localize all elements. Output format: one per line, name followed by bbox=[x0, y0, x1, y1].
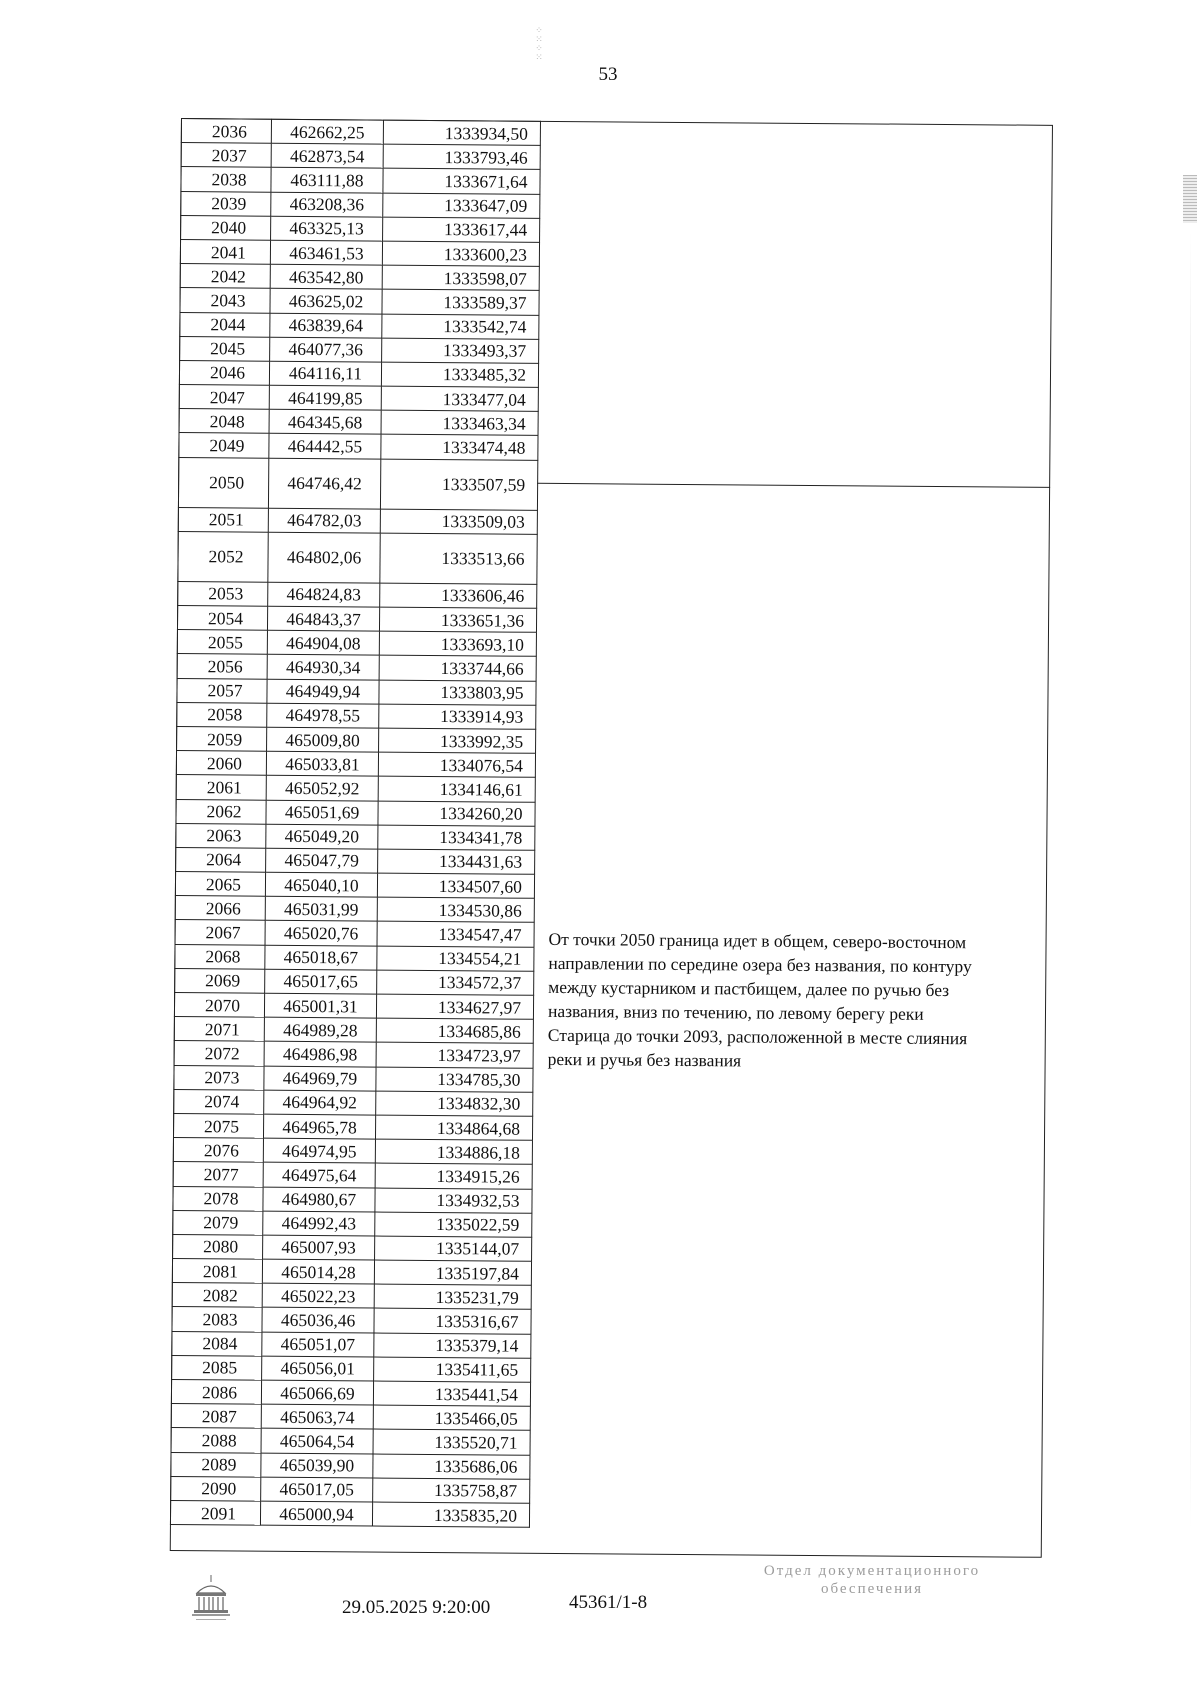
y-coordinate-cell: 1333485,32 bbox=[381, 362, 538, 387]
y-coordinate-cell: 1334260,20 bbox=[378, 801, 535, 826]
point-number-cell: 2082 bbox=[172, 1283, 262, 1308]
x-coordinate-cell: 464975,64 bbox=[263, 1162, 375, 1187]
y-coordinate-cell: 1333606,46 bbox=[380, 583, 537, 608]
y-coordinate-cell: 1335411,65 bbox=[374, 1357, 531, 1382]
point-number-cell: 2038 bbox=[181, 167, 271, 192]
x-coordinate-cell: 462662,25 bbox=[271, 119, 383, 144]
y-coordinate-cell: 1333493,37 bbox=[382, 338, 539, 363]
x-coordinate-cell: 465022,23 bbox=[262, 1283, 374, 1308]
table-row bbox=[180, 288, 539, 315]
point-number-cell: 2055 bbox=[177, 630, 267, 655]
table-row bbox=[176, 799, 535, 826]
point-number-cell: 2084 bbox=[172, 1331, 262, 1356]
point-number-cell: 2057 bbox=[177, 678, 267, 703]
x-coordinate-cell: 464980,67 bbox=[263, 1187, 375, 1212]
y-coordinate-cell: 1333509,03 bbox=[380, 509, 537, 534]
table-row bbox=[174, 1065, 533, 1092]
table-row bbox=[179, 433, 538, 460]
point-number-cell: 2089 bbox=[171, 1452, 261, 1477]
table-row bbox=[176, 775, 535, 802]
page-number: 53 bbox=[598, 64, 618, 85]
y-coordinate-cell: 1335466,05 bbox=[373, 1405, 530, 1430]
y-coordinate-cell: 1334076,54 bbox=[378, 752, 535, 777]
point-number-cell: 2069 bbox=[175, 968, 265, 993]
table-row bbox=[175, 872, 534, 899]
point-number-cell: 2044 bbox=[180, 312, 270, 337]
table-row bbox=[176, 751, 535, 778]
x-coordinate-cell: 465040,10 bbox=[265, 872, 377, 897]
y-coordinate-cell: 1335686,06 bbox=[373, 1454, 530, 1479]
x-coordinate-cell: 465000,94 bbox=[260, 1501, 372, 1526]
x-coordinate-cell: 465051,07 bbox=[262, 1332, 374, 1357]
point-number-cell: 2062 bbox=[176, 799, 266, 824]
x-coordinate-cell: 464782,03 bbox=[268, 508, 380, 533]
y-coordinate-cell: 1333600,23 bbox=[382, 241, 539, 266]
table-row bbox=[175, 968, 534, 995]
x-coordinate-cell: 464077,36 bbox=[270, 337, 382, 362]
description-line: названия, вниз по течению, по левому берегу реки bbox=[547, 1000, 924, 1024]
x-coordinate-cell: 464978,55 bbox=[267, 703, 379, 728]
y-coordinate-cell: 1334341,78 bbox=[378, 825, 535, 850]
table-row bbox=[175, 944, 534, 971]
x-coordinate-cell: 465014,28 bbox=[262, 1259, 374, 1284]
table-row bbox=[174, 1017, 533, 1044]
x-coordinate-cell: 463542,80 bbox=[270, 264, 382, 289]
point-number-cell: 2039 bbox=[181, 191, 271, 216]
point-number-cell: 2081 bbox=[172, 1259, 262, 1284]
x-coordinate-cell: 465009,80 bbox=[267, 727, 379, 752]
x-coordinate-cell: 465031,99 bbox=[265, 896, 377, 921]
y-coordinate-cell: 1335022,59 bbox=[375, 1212, 532, 1237]
y-coordinate-cell: 1333693,10 bbox=[379, 631, 536, 656]
y-coordinate-cell: 1335379,14 bbox=[374, 1333, 531, 1358]
scan-edge-line bbox=[1190, 230, 1191, 1530]
table-row bbox=[178, 457, 537, 510]
x-coordinate-cell: 464345,68 bbox=[269, 409, 381, 434]
table-row bbox=[174, 1089, 533, 1116]
description-line: От точки 2050 граница идет в общем, северо-восточном bbox=[548, 928, 967, 953]
footer-datetime: 29.05.2025 9:20:00 bbox=[342, 1597, 491, 1618]
boundary-table-frame bbox=[170, 118, 1053, 1558]
table-row bbox=[177, 726, 536, 753]
table-row bbox=[181, 215, 540, 242]
y-coordinate-cell: 1333671,64 bbox=[383, 168, 540, 193]
table-row bbox=[178, 531, 537, 584]
point-number-cell: 2045 bbox=[180, 336, 270, 361]
y-coordinate-cell: 1333507,59 bbox=[380, 459, 537, 510]
y-coordinate-cell: 1333589,37 bbox=[382, 289, 539, 314]
point-number-cell: 2037 bbox=[181, 143, 271, 168]
x-coordinate-cell: 465063,74 bbox=[261, 1404, 373, 1429]
table-row bbox=[176, 823, 535, 850]
x-coordinate-cell: 464986,98 bbox=[264, 1042, 376, 1067]
table-row bbox=[171, 1452, 530, 1479]
table-row bbox=[181, 167, 540, 194]
y-coordinate-cell: 1334864,68 bbox=[375, 1115, 532, 1140]
y-coordinate-cell: 1334547,47 bbox=[377, 922, 534, 947]
point-number-cell: 2079 bbox=[173, 1210, 263, 1235]
y-coordinate-cell: 1334832,30 bbox=[376, 1091, 533, 1116]
x-coordinate-cell: 465033,81 bbox=[266, 751, 378, 776]
table-row bbox=[173, 1138, 532, 1165]
point-number-cell: 2049 bbox=[179, 433, 269, 458]
stamp-line: обеспечения bbox=[820, 1581, 924, 1597]
x-coordinate-cell: 464746,42 bbox=[268, 458, 380, 509]
table-row bbox=[171, 1404, 530, 1431]
table-row bbox=[177, 630, 536, 657]
point-number-cell: 2071 bbox=[174, 1017, 264, 1042]
y-coordinate-cell: 1334507,60 bbox=[377, 873, 534, 898]
x-coordinate-cell: 464199,85 bbox=[269, 385, 381, 410]
table-row bbox=[172, 1331, 531, 1358]
point-number-cell: 2063 bbox=[176, 823, 266, 848]
point-number-cell: 2074 bbox=[174, 1089, 264, 1114]
y-coordinate-cell: 1334785,30 bbox=[376, 1067, 533, 1092]
y-coordinate-cell: 1334572,37 bbox=[377, 970, 534, 995]
x-coordinate-cell: 465049,20 bbox=[266, 824, 378, 849]
x-coordinate-cell: 464904,08 bbox=[267, 630, 379, 655]
point-number-cell: 2050 bbox=[178, 457, 268, 508]
point-number-cell: 2075 bbox=[173, 1113, 263, 1138]
point-number-cell: 2058 bbox=[177, 702, 267, 727]
y-coordinate-cell: 1333617,44 bbox=[383, 217, 540, 242]
table-row bbox=[172, 1259, 531, 1286]
y-coordinate-cell: 1335316,67 bbox=[374, 1308, 531, 1333]
table-row bbox=[171, 1428, 530, 1455]
x-coordinate-cell: 464802,06 bbox=[268, 532, 380, 583]
x-coordinate-cell: 465047,79 bbox=[266, 848, 378, 873]
y-coordinate-cell: 1333651,36 bbox=[379, 607, 536, 632]
table-row bbox=[181, 143, 540, 170]
point-number-cell: 2036 bbox=[181, 119, 271, 144]
x-coordinate-cell: 464964,92 bbox=[264, 1090, 376, 1115]
x-coordinate-cell: 465020,76 bbox=[265, 921, 377, 946]
building-emblem-icon bbox=[188, 1573, 234, 1625]
table-row bbox=[175, 920, 534, 947]
y-coordinate-cell: 1334627,97 bbox=[376, 994, 533, 1019]
table-row bbox=[179, 385, 538, 412]
table-row bbox=[178, 581, 537, 608]
table-row bbox=[172, 1307, 531, 1334]
table-row bbox=[180, 312, 539, 339]
table-row bbox=[180, 264, 539, 291]
table-row bbox=[177, 702, 536, 729]
point-number-cell: 2068 bbox=[175, 944, 265, 969]
y-coordinate-cell: 1333914,93 bbox=[379, 704, 536, 729]
table-row bbox=[177, 654, 536, 681]
point-number-cell: 2042 bbox=[180, 264, 270, 289]
table-row bbox=[173, 1210, 532, 1237]
y-coordinate-cell: 1333744,66 bbox=[379, 655, 536, 680]
point-number-cell: 2043 bbox=[180, 288, 270, 313]
y-coordinate-cell: 1335144,07 bbox=[375, 1236, 532, 1261]
point-number-cell: 2056 bbox=[177, 654, 267, 679]
description-line: реки и ручья без названия bbox=[547, 1048, 742, 1071]
y-coordinate-cell: 1333463,34 bbox=[381, 410, 538, 435]
table-row bbox=[177, 678, 536, 705]
stamp-line: Отдел документационного bbox=[763, 1563, 981, 1579]
point-number-cell: 2083 bbox=[172, 1307, 262, 1332]
x-coordinate-cell: 465056,01 bbox=[262, 1356, 374, 1381]
point-number-cell: 2073 bbox=[174, 1065, 264, 1090]
y-coordinate-cell: 1334431,63 bbox=[378, 849, 535, 874]
point-number-cell: 2070 bbox=[174, 992, 264, 1017]
point-number-cell: 2040 bbox=[181, 215, 271, 240]
y-coordinate-cell: 1334886,18 bbox=[375, 1139, 532, 1164]
x-coordinate-cell: 465051,69 bbox=[266, 800, 378, 825]
x-coordinate-cell: 464843,37 bbox=[267, 606, 379, 631]
y-coordinate-cell: 1333542,74 bbox=[382, 314, 539, 339]
table-row bbox=[171, 1476, 530, 1503]
x-coordinate-cell: 464965,78 bbox=[263, 1114, 375, 1139]
table-row bbox=[174, 1041, 533, 1068]
point-number-cell: 2088 bbox=[171, 1428, 261, 1453]
boundary-description bbox=[548, 927, 1037, 1075]
y-coordinate-cell: 1333474,48 bbox=[381, 435, 538, 460]
y-coordinate-cell: 1335835,20 bbox=[372, 1502, 529, 1527]
x-coordinate-cell: 462873,54 bbox=[271, 143, 383, 168]
x-coordinate-cell: 463111,88 bbox=[271, 168, 383, 193]
point-number-cell: 2080 bbox=[173, 1234, 263, 1259]
point-number-cell: 2066 bbox=[175, 896, 265, 921]
table-row bbox=[176, 847, 535, 874]
table-row bbox=[179, 409, 538, 436]
x-coordinate-cell: 465017,05 bbox=[261, 1477, 373, 1502]
x-coordinate-cell: 464969,79 bbox=[264, 1066, 376, 1091]
table-row bbox=[181, 119, 540, 146]
x-coordinate-cell: 465052,92 bbox=[266, 776, 378, 801]
table-row bbox=[174, 992, 533, 1019]
y-coordinate-cell: 1334554,21 bbox=[377, 946, 534, 971]
x-coordinate-cell: 465001,31 bbox=[264, 993, 376, 1018]
department-stamp bbox=[712, 1562, 1032, 1598]
y-coordinate-cell: 1333934,50 bbox=[383, 120, 540, 145]
scan-artifact-mark: ⁘ ⁙ ⁘ ⁙ bbox=[535, 25, 543, 62]
point-number-cell: 2046 bbox=[179, 360, 269, 385]
table-row bbox=[170, 1500, 529, 1527]
table-row bbox=[179, 360, 538, 387]
y-coordinate-cell: 1333598,07 bbox=[382, 265, 539, 290]
x-coordinate-cell: 464974,95 bbox=[263, 1138, 375, 1163]
table-row bbox=[172, 1283, 531, 1310]
point-number-cell: 2087 bbox=[171, 1404, 261, 1429]
table-row bbox=[175, 896, 534, 923]
point-number-cell: 2047 bbox=[179, 385, 269, 410]
x-coordinate-cell: 464992,43 bbox=[263, 1211, 375, 1236]
y-coordinate-cell: 1335758,87 bbox=[373, 1478, 530, 1503]
description-line: Старица до точки 2093, расположенной в месте слияния bbox=[547, 1024, 968, 1049]
point-number-cell: 2065 bbox=[175, 872, 265, 897]
footer-document-code: 45361/1-8 bbox=[569, 1592, 648, 1613]
y-coordinate-cell: 1333803,95 bbox=[379, 680, 536, 705]
coordinates-table bbox=[170, 118, 541, 1528]
y-coordinate-cell: 1333477,04 bbox=[381, 386, 538, 411]
y-coordinate-cell: 1334723,97 bbox=[376, 1042, 533, 1067]
point-number-cell: 2077 bbox=[173, 1162, 263, 1187]
x-coordinate-cell: 464116,11 bbox=[269, 361, 381, 386]
x-coordinate-cell: 464442,55 bbox=[269, 434, 381, 459]
y-coordinate-cell: 1335231,79 bbox=[374, 1284, 531, 1309]
description-line: между кустарником и пастбищем, далее по ручью без bbox=[548, 976, 950, 1001]
y-coordinate-cell: 1333793,46 bbox=[383, 144, 540, 169]
x-coordinate-cell: 463625,02 bbox=[270, 289, 382, 314]
table-row bbox=[180, 336, 539, 363]
point-number-cell: 2067 bbox=[175, 920, 265, 945]
y-coordinate-cell: 1334915,26 bbox=[375, 1163, 532, 1188]
x-coordinate-cell: 465039,90 bbox=[261, 1453, 373, 1478]
y-coordinate-cell: 1333992,35 bbox=[379, 728, 536, 753]
description-line: направлении по середине озера без названия, по контуру bbox=[548, 952, 972, 977]
table-row bbox=[180, 239, 539, 266]
point-number-cell: 2072 bbox=[174, 1041, 264, 1066]
x-coordinate-cell: 463325,13 bbox=[271, 216, 383, 241]
y-coordinate-cell: 1335520,71 bbox=[373, 1429, 530, 1454]
table-row bbox=[173, 1234, 532, 1261]
point-number-cell: 2085 bbox=[172, 1355, 262, 1380]
x-coordinate-cell: 465007,93 bbox=[263, 1235, 375, 1260]
coordinates-table-body bbox=[170, 119, 540, 1528]
x-coordinate-cell: 463208,36 bbox=[271, 192, 383, 217]
point-number-cell: 2059 bbox=[177, 726, 267, 751]
point-number-cell: 2052 bbox=[178, 531, 268, 582]
scan-edge-mark bbox=[1183, 175, 1197, 223]
point-number-cell: 2041 bbox=[180, 239, 270, 264]
point-number-cell: 2051 bbox=[178, 507, 268, 532]
y-coordinate-cell: 1333513,66 bbox=[380, 533, 537, 584]
table-row bbox=[173, 1162, 532, 1189]
point-number-cell: 2061 bbox=[176, 775, 266, 800]
table-row bbox=[178, 507, 537, 534]
table-row bbox=[177, 605, 536, 632]
y-coordinate-cell: 1333647,09 bbox=[383, 193, 540, 218]
table-row bbox=[172, 1355, 531, 1382]
point-number-cell: 2053 bbox=[178, 581, 268, 606]
x-coordinate-cell: 465064,54 bbox=[261, 1429, 373, 1454]
y-coordinate-cell: 1335197,84 bbox=[374, 1260, 531, 1285]
x-coordinate-cell: 465066,69 bbox=[261, 1380, 373, 1405]
y-coordinate-cell: 1334146,61 bbox=[378, 776, 535, 801]
table-row bbox=[173, 1113, 532, 1140]
table-row bbox=[173, 1186, 532, 1213]
x-coordinate-cell: 465017,65 bbox=[265, 969, 377, 994]
point-number-cell: 2078 bbox=[173, 1186, 263, 1211]
table-row bbox=[181, 191, 540, 218]
x-coordinate-cell: 465018,67 bbox=[265, 945, 377, 970]
x-coordinate-cell: 463461,53 bbox=[270, 240, 382, 265]
point-number-cell: 2048 bbox=[179, 409, 269, 434]
x-coordinate-cell: 465036,46 bbox=[262, 1308, 374, 1333]
x-coordinate-cell: 464824,83 bbox=[268, 582, 380, 607]
x-coordinate-cell: 463839,64 bbox=[270, 313, 382, 338]
point-number-cell: 2064 bbox=[176, 847, 266, 872]
point-number-cell: 2090 bbox=[171, 1476, 261, 1501]
point-number-cell: 2091 bbox=[170, 1500, 260, 1525]
x-coordinate-cell: 464949,94 bbox=[267, 679, 379, 704]
x-coordinate-cell: 464930,34 bbox=[267, 655, 379, 680]
point-number-cell: 2054 bbox=[177, 605, 267, 630]
point-number-cell: 2086 bbox=[171, 1379, 261, 1404]
x-coordinate-cell: 464989,28 bbox=[264, 1017, 376, 1042]
y-coordinate-cell: 1334685,86 bbox=[376, 1018, 533, 1043]
table-row bbox=[171, 1379, 530, 1406]
y-coordinate-cell: 1334932,53 bbox=[375, 1188, 532, 1213]
point-number-cell: 2076 bbox=[173, 1138, 263, 1163]
y-coordinate-cell: 1335441,54 bbox=[373, 1381, 530, 1406]
point-number-cell: 2060 bbox=[176, 751, 266, 776]
y-coordinate-cell: 1334530,86 bbox=[377, 897, 534, 922]
